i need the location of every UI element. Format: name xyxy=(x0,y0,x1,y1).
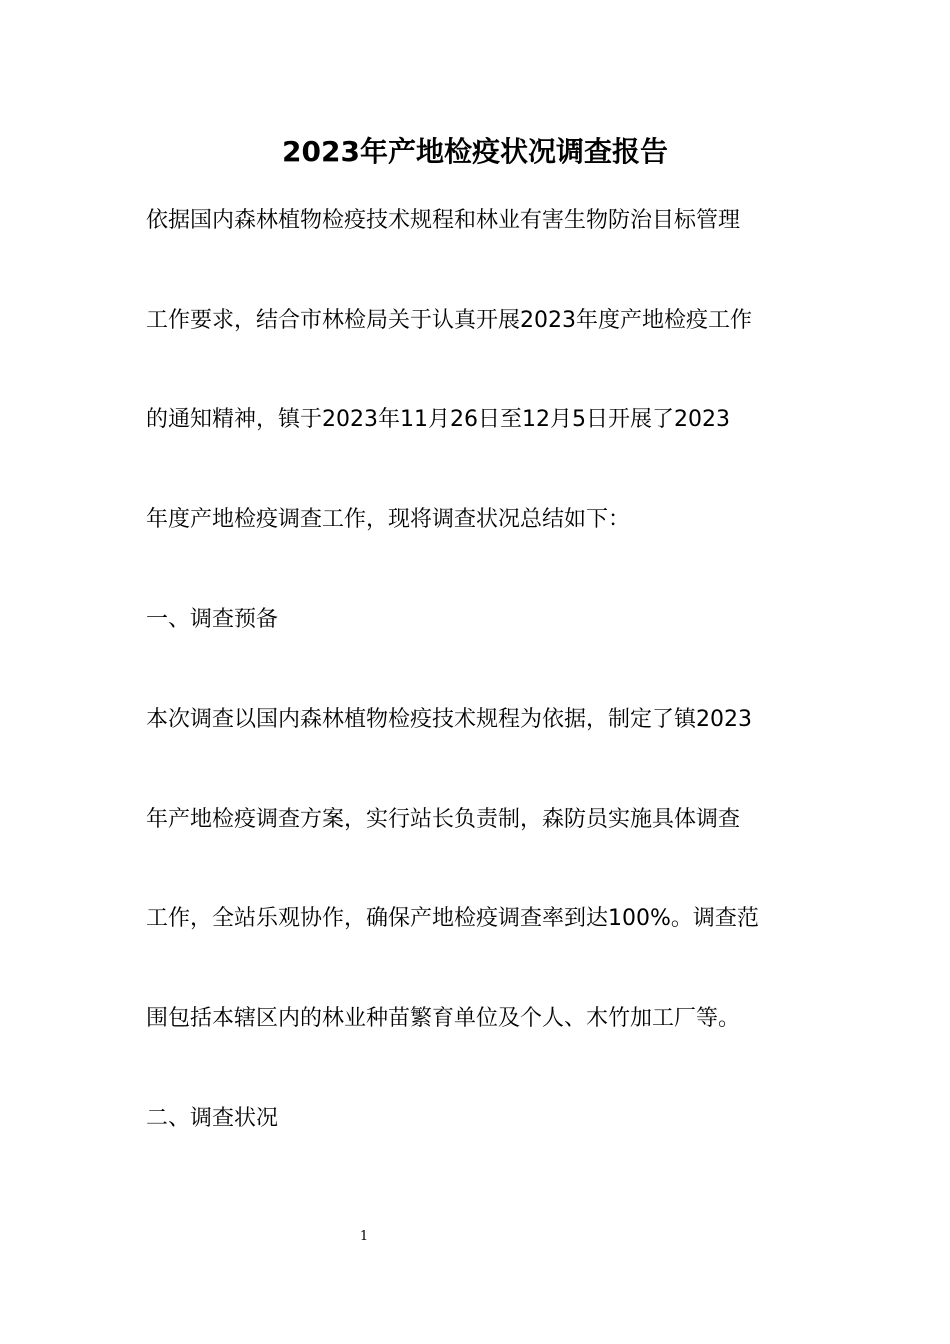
body-line-5: 本次调查以国内森林植物检疫技术规程为依据，制定了镇2023 xyxy=(146,707,752,732)
document-title: 2023年产地检疫状况调查报告 xyxy=(282,135,668,168)
section-heading-1: 一、调查预备 xyxy=(146,607,279,632)
body-line-7: 工作，全站乐观协作，确保产地检疫调查率到达100%。调查范 xyxy=(146,906,759,931)
body-line-1: 依据国内森林植物检疫技术规程和林业有害生物防治目标管理 xyxy=(146,208,741,233)
body-line-4: 年度产地检疫调查工作，现将调查状况总结如下： xyxy=(146,507,631,532)
body-line-6: 年产地检疫调查方案，实行站长负责制，森防员实施具体调查 xyxy=(146,807,741,832)
page-number: 1 xyxy=(359,1229,369,1244)
section-heading-2: 二、调查状况 xyxy=(146,1106,279,1131)
body-line-8: 围包括本辖区内的林业种苗繁育单位及个人、木竹加工厂等。 xyxy=(146,1006,741,1031)
body-line-2: 工作要求，结合市林检局关于认真开展2023年度产地检疫工作 xyxy=(146,308,752,333)
body-line-3: 的通知精神，镇于2023年11月26日至12月5日开展了2023 xyxy=(146,407,730,432)
